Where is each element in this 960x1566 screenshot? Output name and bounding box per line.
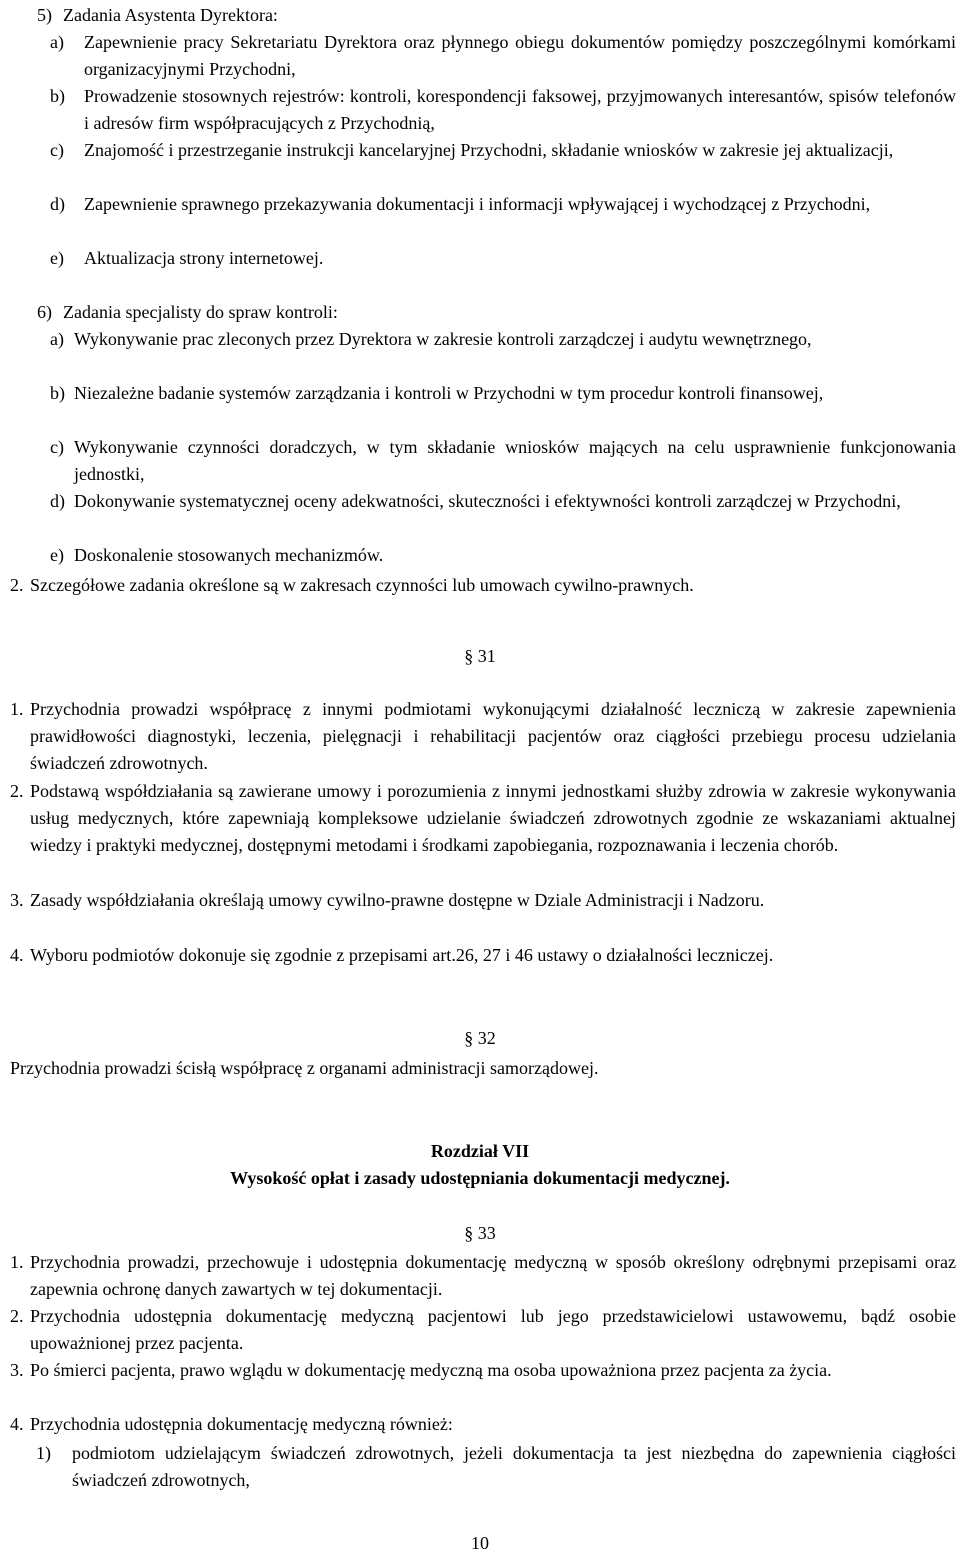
item-num: b) — [50, 86, 65, 106]
s5-item-c — [50, 137, 956, 164]
item-num: 4. — [10, 945, 24, 965]
item-text: Wykonywanie czynności doradczych, w tym składanie wniosków mających na celu usprawnienie funkcjonowania jednostki, — [74, 437, 956, 484]
s5-header-num: 5) — [37, 5, 52, 25]
section-32-title: § 32 — [464, 1028, 496, 1048]
item-text: Wykonywanie prac zleconych przez Dyrektora w zakresie kontroli zarządczej i audytu wewnętrznego, — [74, 329, 812, 349]
item-text: Znajomość i przestrzeganie instrukcji kancelaryjnej Przychodni, składanie wniosków w zakresie jej aktualizacji, — [84, 140, 894, 160]
section-32-text: Przychodnia prowadzi ścisłą współpracę z organami administracji samorządowej. — [10, 1058, 599, 1078]
item-text: Po śmierci pacjenta, prawo wglądu w dokumentację medyczną ma osoba upoważniona przez pacjenta za życia. — [30, 1360, 832, 1380]
s5-item-b — [50, 83, 956, 137]
item-text: Aktualizacja strony internetowej. — [84, 248, 324, 268]
item-num: a) — [50, 329, 64, 349]
sec31-item-2 — [10, 778, 956, 859]
item-num: 3. — [10, 890, 24, 910]
section-33-title: § 33 — [464, 1223, 496, 1243]
chapter-title: Rozdział VII — [430, 1141, 530, 1161]
point-num: 2. — [10, 575, 24, 595]
item-num: 1. — [10, 1252, 24, 1272]
chapter-subtitle: Wysokość opłat i zasady udostępniania dokumentacji medycznej. — [230, 1168, 730, 1188]
sec33-item-2 — [10, 1303, 956, 1357]
item-text: Wyboru podmiotów dokonuje się zgodnie z przepisami art.26, 27 i 46 ustawy o działalności leczniczej. — [30, 945, 774, 965]
item-num: a) — [50, 32, 64, 52]
sec33-item-4 — [10, 1411, 956, 1438]
s6-header-text: Zadania specjalisty do spraw kontroli: — [63, 302, 338, 322]
item-num: 2. — [10, 781, 24, 801]
item-text: Prowadzenie stosownych rejestrów: kontroli, korespondencji faksowej, przyjmowanych interesantów, spisów telefonów i adresów firm współpracujących z Przychodnią, — [84, 86, 956, 133]
item-text: Przychodnia udostępnia dokumentację medyczną również: — [30, 1414, 453, 1434]
section-31-title: § 31 — [464, 646, 496, 666]
sec31-item-1 — [10, 696, 956, 777]
s5-header-text: Zadania Asystenta Dyrektora: — [63, 5, 278, 25]
s6-item-c — [50, 434, 956, 488]
item-num: e) — [50, 248, 64, 268]
sec33-item-1 — [10, 1249, 956, 1303]
item-num: e) — [50, 545, 64, 565]
s6-header-num: 6) — [37, 302, 52, 322]
sec33-sub-item-1 — [36, 1440, 956, 1494]
item-num: 3. — [10, 1360, 24, 1380]
s6-item-d — [50, 488, 956, 515]
s5-item-d — [50, 191, 956, 218]
item-text: Zasady współdziałania określają umowy cywilno-prawne dostępne w Dziale Administracji i Nadzoru. — [30, 890, 765, 910]
item-text: Podstawą współdziałania są zawierane umowy i porozumienia z innymi jednostkami służby zdrowia w zakresie wykonywania usług medycznych, które zapewniają kompleksowe udzielanie świadczeń zdrowotnych zgodnie ze wskazaniami aktualnej wiedzy i praktyki medycznej, dostępnymi metodami i środkami zapobiegania, rozpoznawania i leczenia chorób. — [30, 781, 956, 855]
item-num: 1) — [36, 1443, 51, 1463]
s6-item-e — [50, 542, 956, 569]
s6-header — [37, 299, 937, 326]
sec31-item-3 — [10, 887, 956, 914]
point-text: Szczegółowe zadania określone są w zakresach czynności lub umowach cywilno-prawnych. — [30, 575, 694, 595]
item-text: Dokonywanie systematycznej oceny adekwatności, skuteczności i efektywności kontroli zarządczej w Przychodni, — [74, 491, 901, 511]
point-2 — [10, 572, 956, 599]
item-text: podmiotom udzielającym świadczeń zdrowotnych, jeżeli dokumentacja ta jest niezbędna do zapewnienia ciągłości świadczeń zdrowotnych, — [72, 1443, 956, 1490]
s6-item-b — [50, 380, 956, 407]
s5-header — [37, 2, 937, 29]
sec33-item-3 — [10, 1357, 956, 1384]
item-text: Zapewnienie pracy Sekretariatu Dyrektora oraz płynnego obiegu dokumentów pomiędzy poszczególnymi komórkami organizacyjnymi Przychodni, — [84, 32, 956, 79]
item-num: 1. — [10, 699, 24, 719]
item-num: 2. — [10, 1306, 24, 1326]
s5-item-a — [50, 29, 956, 83]
item-text: Przychodnia prowadzi współpracę z innymi podmiotami wykonującymi działalność leczniczą w zakresie zapewnienia prawidłowości diagnostyki, leczenia, pielęgnacji i rehabilitacji pacjentów oraz ciągłości przebiegu procesu udzielania świadczeń zdrowotnych. — [30, 699, 956, 773]
s6-item-a — [50, 326, 956, 353]
s5-item-e — [50, 245, 956, 272]
item-text: Przychodnia udostępnia dokumentację medyczną pacjentowi lub jego przedstawicielowi ustawowemu, bądź osobie upoważnionej przez pacjenta. — [30, 1306, 956, 1353]
page-number: 10 — [471, 1533, 489, 1553]
item-num: d) — [50, 491, 65, 511]
item-num: 4. — [10, 1414, 24, 1434]
item-num: c) — [50, 437, 64, 457]
item-text: Zapewnienie sprawnego przekazywania dokumentacji i informacji wpływającej i wychodzącej z Przychodni, — [84, 194, 871, 214]
sec31-item-4 — [10, 942, 956, 969]
item-text: Niezależne badanie systemów zarządzania i kontroli w Przychodni w tym procedur kontroli finansowej, — [74, 383, 824, 403]
item-num: d) — [50, 194, 65, 214]
item-text: Przychodnia prowadzi, przechowuje i udostępnia dokumentację medyczną w sposób określony odrębnymi przepisami oraz zapewnia ochronę danych zawartych w tej dokumentacji. — [30, 1252, 956, 1299]
item-num: c) — [50, 140, 64, 160]
item-text: Doskonalenie stosowanych mechanizmów. — [74, 545, 384, 565]
item-num: b) — [50, 383, 65, 403]
